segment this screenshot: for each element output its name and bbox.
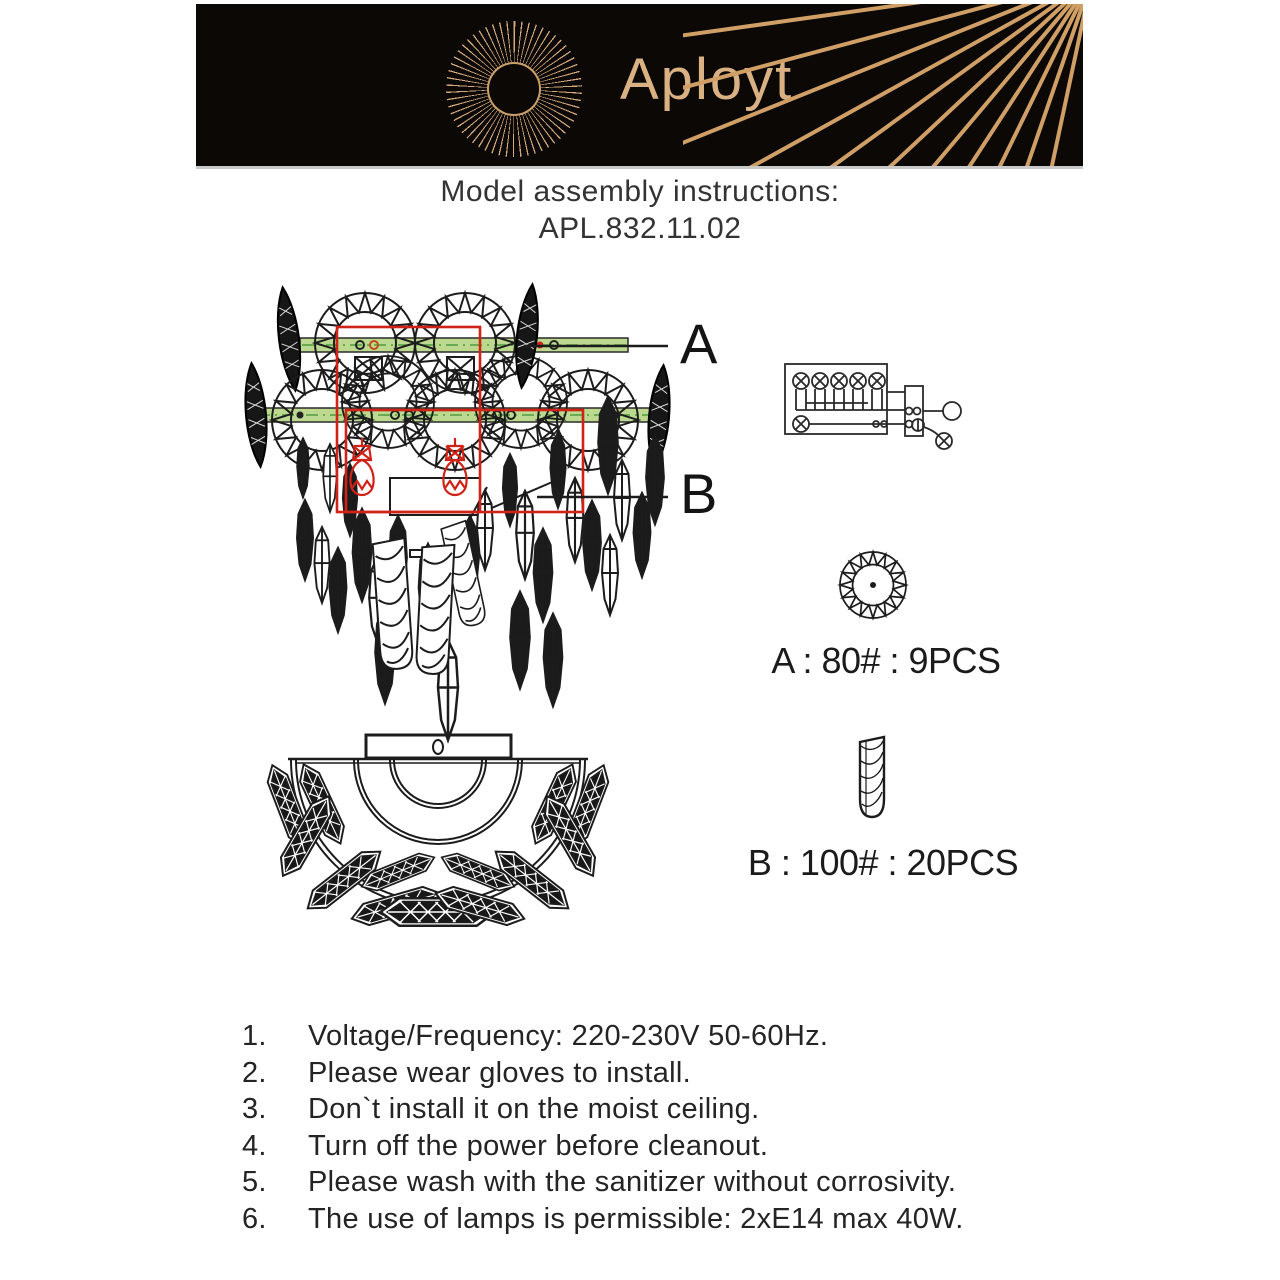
- instruction-item: [242, 1128, 1072, 1165]
- instruction-item: [242, 1164, 1072, 1201]
- part-a-crystal-disc-icon: [840, 552, 906, 618]
- crystal-disc-edge-icon: [242, 362, 271, 467]
- wiring-diagram: [785, 364, 961, 449]
- instruction-number: 1.: [242, 1020, 267, 1052]
- chandelier-side-view-drawing: [242, 283, 674, 740]
- instruction-number: 5.: [242, 1166, 267, 1198]
- lamp-bulb-icon: [350, 438, 373, 495]
- instruction-number: 6.: [242, 1202, 267, 1235]
- model-number: APL.832.11.02: [538, 212, 742, 245]
- brand-name: Aployt: [620, 47, 794, 112]
- callout-label-a: A: [680, 312, 718, 375]
- chandelier-bottom-view-drawing: [263, 735, 614, 929]
- instruction-number: 3.: [242, 1093, 267, 1125]
- part-b-spec: B : 100# : 20PCS: [747, 842, 1019, 883]
- instruction-text: Voltage/Frequency: 220-230V 50-60Hz.: [308, 1020, 829, 1052]
- lamp-bulb-icon: [443, 438, 466, 495]
- instruction-item: [242, 1018, 1072, 1055]
- instruction-item: [242, 1091, 1072, 1128]
- instruction-number: 2.: [242, 1056, 267, 1089]
- instruction-text: Turn off the power before cleanout.: [308, 1129, 769, 1162]
- instruction-item: [242, 1201, 1072, 1238]
- instruction-text: Please wear gloves to install.: [308, 1056, 691, 1089]
- crystal-tubes: [372, 521, 487, 675]
- instruction-item: [242, 1055, 1072, 1092]
- instruction-text: Please wash with the sanitizer without corrosivity.: [308, 1166, 957, 1198]
- part-b-crystal-pendant-icon: [860, 737, 884, 817]
- instruction-number: 4.: [242, 1129, 267, 1162]
- instruction-text: The use of lamps is permissible: 2xE14 max 40W.: [308, 1202, 964, 1235]
- part-a-spec: A : 80# : 9PCS: [771, 640, 1001, 681]
- callout-label-b: B: [680, 462, 718, 525]
- instruction-text: Don`t install it on the moist ceiling.: [308, 1093, 760, 1125]
- instructions-list: [242, 1018, 1072, 1237]
- page-title: Model assembly instructions:: [440, 175, 840, 208]
